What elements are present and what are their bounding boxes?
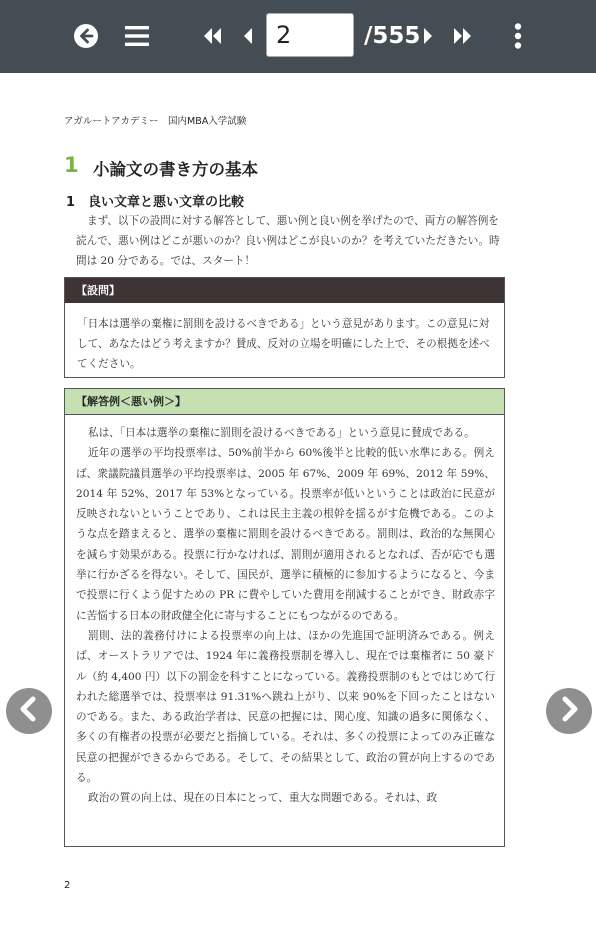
menu-button[interactable] <box>123 22 151 50</box>
back-button[interactable] <box>72 22 100 50</box>
intro-paragraph: まず、以下の設問に対する解答として、悪い例と良い例を挙げたので、両方の解答例を読んで、悪い例はどこが悪いのか？良い例はどこが良いのか？を考えていただきたい。時間は 20 分である。では、スタート！ <box>76 215 500 267</box>
answer-paragraph: 罰則、法的義務付けによる投票率の向上は、ほかの先進国で証明済みである。例えば、オーストラリアでは、1924 年に義務投票制を導入し、現在では棄権者に 50 豪ドル（約 4,400 円）以下の罰金を科すことになっている。義務投票制のもとではじめて行われた総選挙では、投票率は 91.31%へ跳ね上がり、以来 90%を下回ったことはないのである。また、ある政治学者は、民意の把握には、関心度、知識の過多に関係なく、多くの有権者の投票が必要だと指摘している。それは、多くの投票によってのみ正確な民意の把握ができるからである。そして、その結果として、政治の質が向上するのである。 <box>76 629 495 785</box>
answer-paragraph: 近年の選挙の平均投票率は、50%前半から 60%後半と比較的低い水準にある。例えば、衆議院議員選挙の平均投票率は、2005 年 67%、2009 年 69%、2012 年 59%、2014 年 52%、2017 年 53%となっている。投票率が低いということは政治に民意が反映されないということであり、これは民主主義の根幹を揺るがす危機である。このような点を踏まえると、選挙の棄権に罰則を設けるべきである。罰則は、政治的な無関心を減らす効果がある。投票に行かなければ、罰則が適用されるとなれば、否が応でも選挙に行かざるを得ない。そして、国民が、選挙に積極的に参加するようになると、今まで投票に行くよう促すための PR に費やしていた費用を削減することができ、財政赤字に苦悩する日本の財政健全化に寄与することにもつながるのである。 <box>76 447 495 622</box>
prev-page-button[interactable] <box>240 26 256 46</box>
answer-paragraph: 政治の質の向上は、現在の日本にとって、重大な問題である。それは、政 <box>88 792 438 805</box>
next-page-button[interactable] <box>420 26 436 46</box>
running-header: アガルートアカデミー 国内MBA入学試験 <box>64 116 247 127</box>
answer-box-title: 【解答例＜悪い例＞】 <box>65 389 504 415</box>
answer-paragraph: 私は、「日本は選挙の棄権に罰則を設けるべきである」という意見に賛成である。 <box>88 427 475 439</box>
first-page-icon <box>202 28 222 44</box>
page-number-input[interactable] <box>266 13 354 57</box>
menu-icon <box>125 25 149 47</box>
page-number: 2 <box>64 880 71 891</box>
section-title: 1 良い文章と悪い文章の比較 <box>66 195 245 210</box>
reader-toolbar <box>0 0 596 73</box>
question-box-title: 【設問】 <box>65 278 504 303</box>
page-total-label: /555 <box>364 23 421 49</box>
first-page-button[interactable] <box>200 26 224 46</box>
chevron-left-icon <box>18 696 40 726</box>
more-vertical-icon <box>514 23 522 49</box>
next-page-icon <box>423 28 433 44</box>
previous-page-arrow[interactable] <box>6 688 52 734</box>
chapter-number: 1 <box>64 153 79 177</box>
answer-box <box>64 388 505 847</box>
last-page-icon <box>453 28 473 44</box>
question-box <box>64 277 505 378</box>
back-circle-icon <box>73 23 99 49</box>
next-page-arrow[interactable] <box>546 688 592 734</box>
chevron-right-icon <box>558 696 580 726</box>
more-options-button[interactable] <box>508 22 528 50</box>
answer-box-body <box>65 415 504 809</box>
prev-page-icon <box>243 28 253 44</box>
question-box-body: 「日本は選挙の棄権に罰則を設けるべきである」という意見があります。この意見に対して、あなたはどう考えますか？賛成、反対の立場を明確にした上で、その根拠を述べてください。 <box>77 318 490 370</box>
chapter-title: 小論文の書き方の基本 <box>93 160 258 179</box>
last-page-button[interactable] <box>451 26 475 46</box>
